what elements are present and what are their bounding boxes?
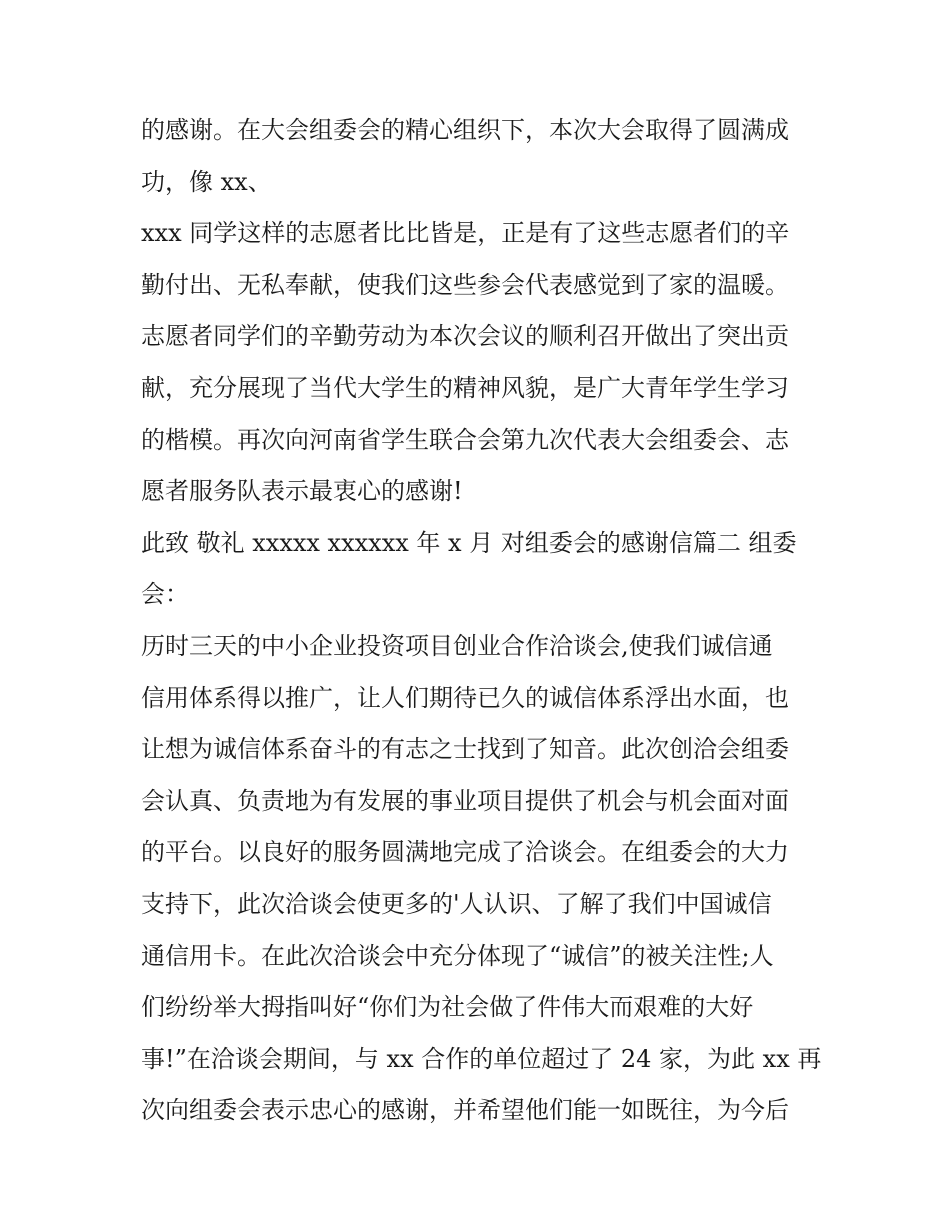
text-line: 功，像 xx、: [141, 167, 272, 196]
text-line: 的感谢。在大会组委会的精心组织下，本次大会取得了圆满成: [141, 116, 789, 144]
text-line: 事!”在洽谈会期间，与 xx 合作的单位超过了 24 家，为此 xx 再: [141, 1044, 821, 1073]
text-line: 愿者服务队表示最衷心的感谢!: [141, 477, 463, 506]
text-line: 志愿者同学们的辛勤劳动为本次会议的顺利召开做出了突出贡: [141, 322, 789, 351]
text-line: 勤付出、无私奉献，使我们这些参会代表感觉到了家的温暖。: [141, 270, 789, 299]
text-line: 历时三天的中小企业投资项目创业合作洽谈会,使我们诚信通: [141, 631, 773, 660]
text-line: 此致 敬礼 xxxxx xxxxxx 年 x 月 对组委会的感谢信篇二 组委: [141, 528, 797, 557]
text-line: 献，充分展现了当代大学生的精神风貌，是广大青年学生学习: [141, 373, 789, 402]
text-line: 通信用卡。在此次洽谈会中充分体现了“诚信”的被关注性;人: [141, 941, 774, 970]
text-line: 的楷模。再次向河南省学生联合会第九次代表大会组委会、志: [141, 425, 789, 454]
text-line: 让想为诚信体系奋斗的有志之士找到了知音。此次创洽会组委: [141, 735, 789, 764]
text-line: 会：: [141, 580, 189, 609]
text-line: 会认真、负责地为有发展的事业项目提供了机会与机会面对面: [141, 786, 789, 815]
text-line: 次向组委会表示忠心的感谢，并希望他们能一如既往，为今后: [141, 1096, 789, 1125]
text-line: xxx 同学这样的志愿者比比皆是，正是有了这些志愿者们的辛: [141, 219, 790, 248]
text-line: 的平台。以良好的服务圆满地完成了洽谈会。在组委会的大力: [141, 838, 789, 867]
text-line: 们纷纷举大拇指叫好“你们为社会做了件伟大而艰难的大好: [141, 993, 754, 1022]
text-line: 信用体系得以推广，让人们期待已久的诚信体系浮出水面，也: [141, 683, 789, 712]
letter-body: [141, 105, 821, 1137]
text-line: 支持下，此次洽谈会使更多的'人认识、了解了我们中国诚信: [141, 889, 772, 918]
